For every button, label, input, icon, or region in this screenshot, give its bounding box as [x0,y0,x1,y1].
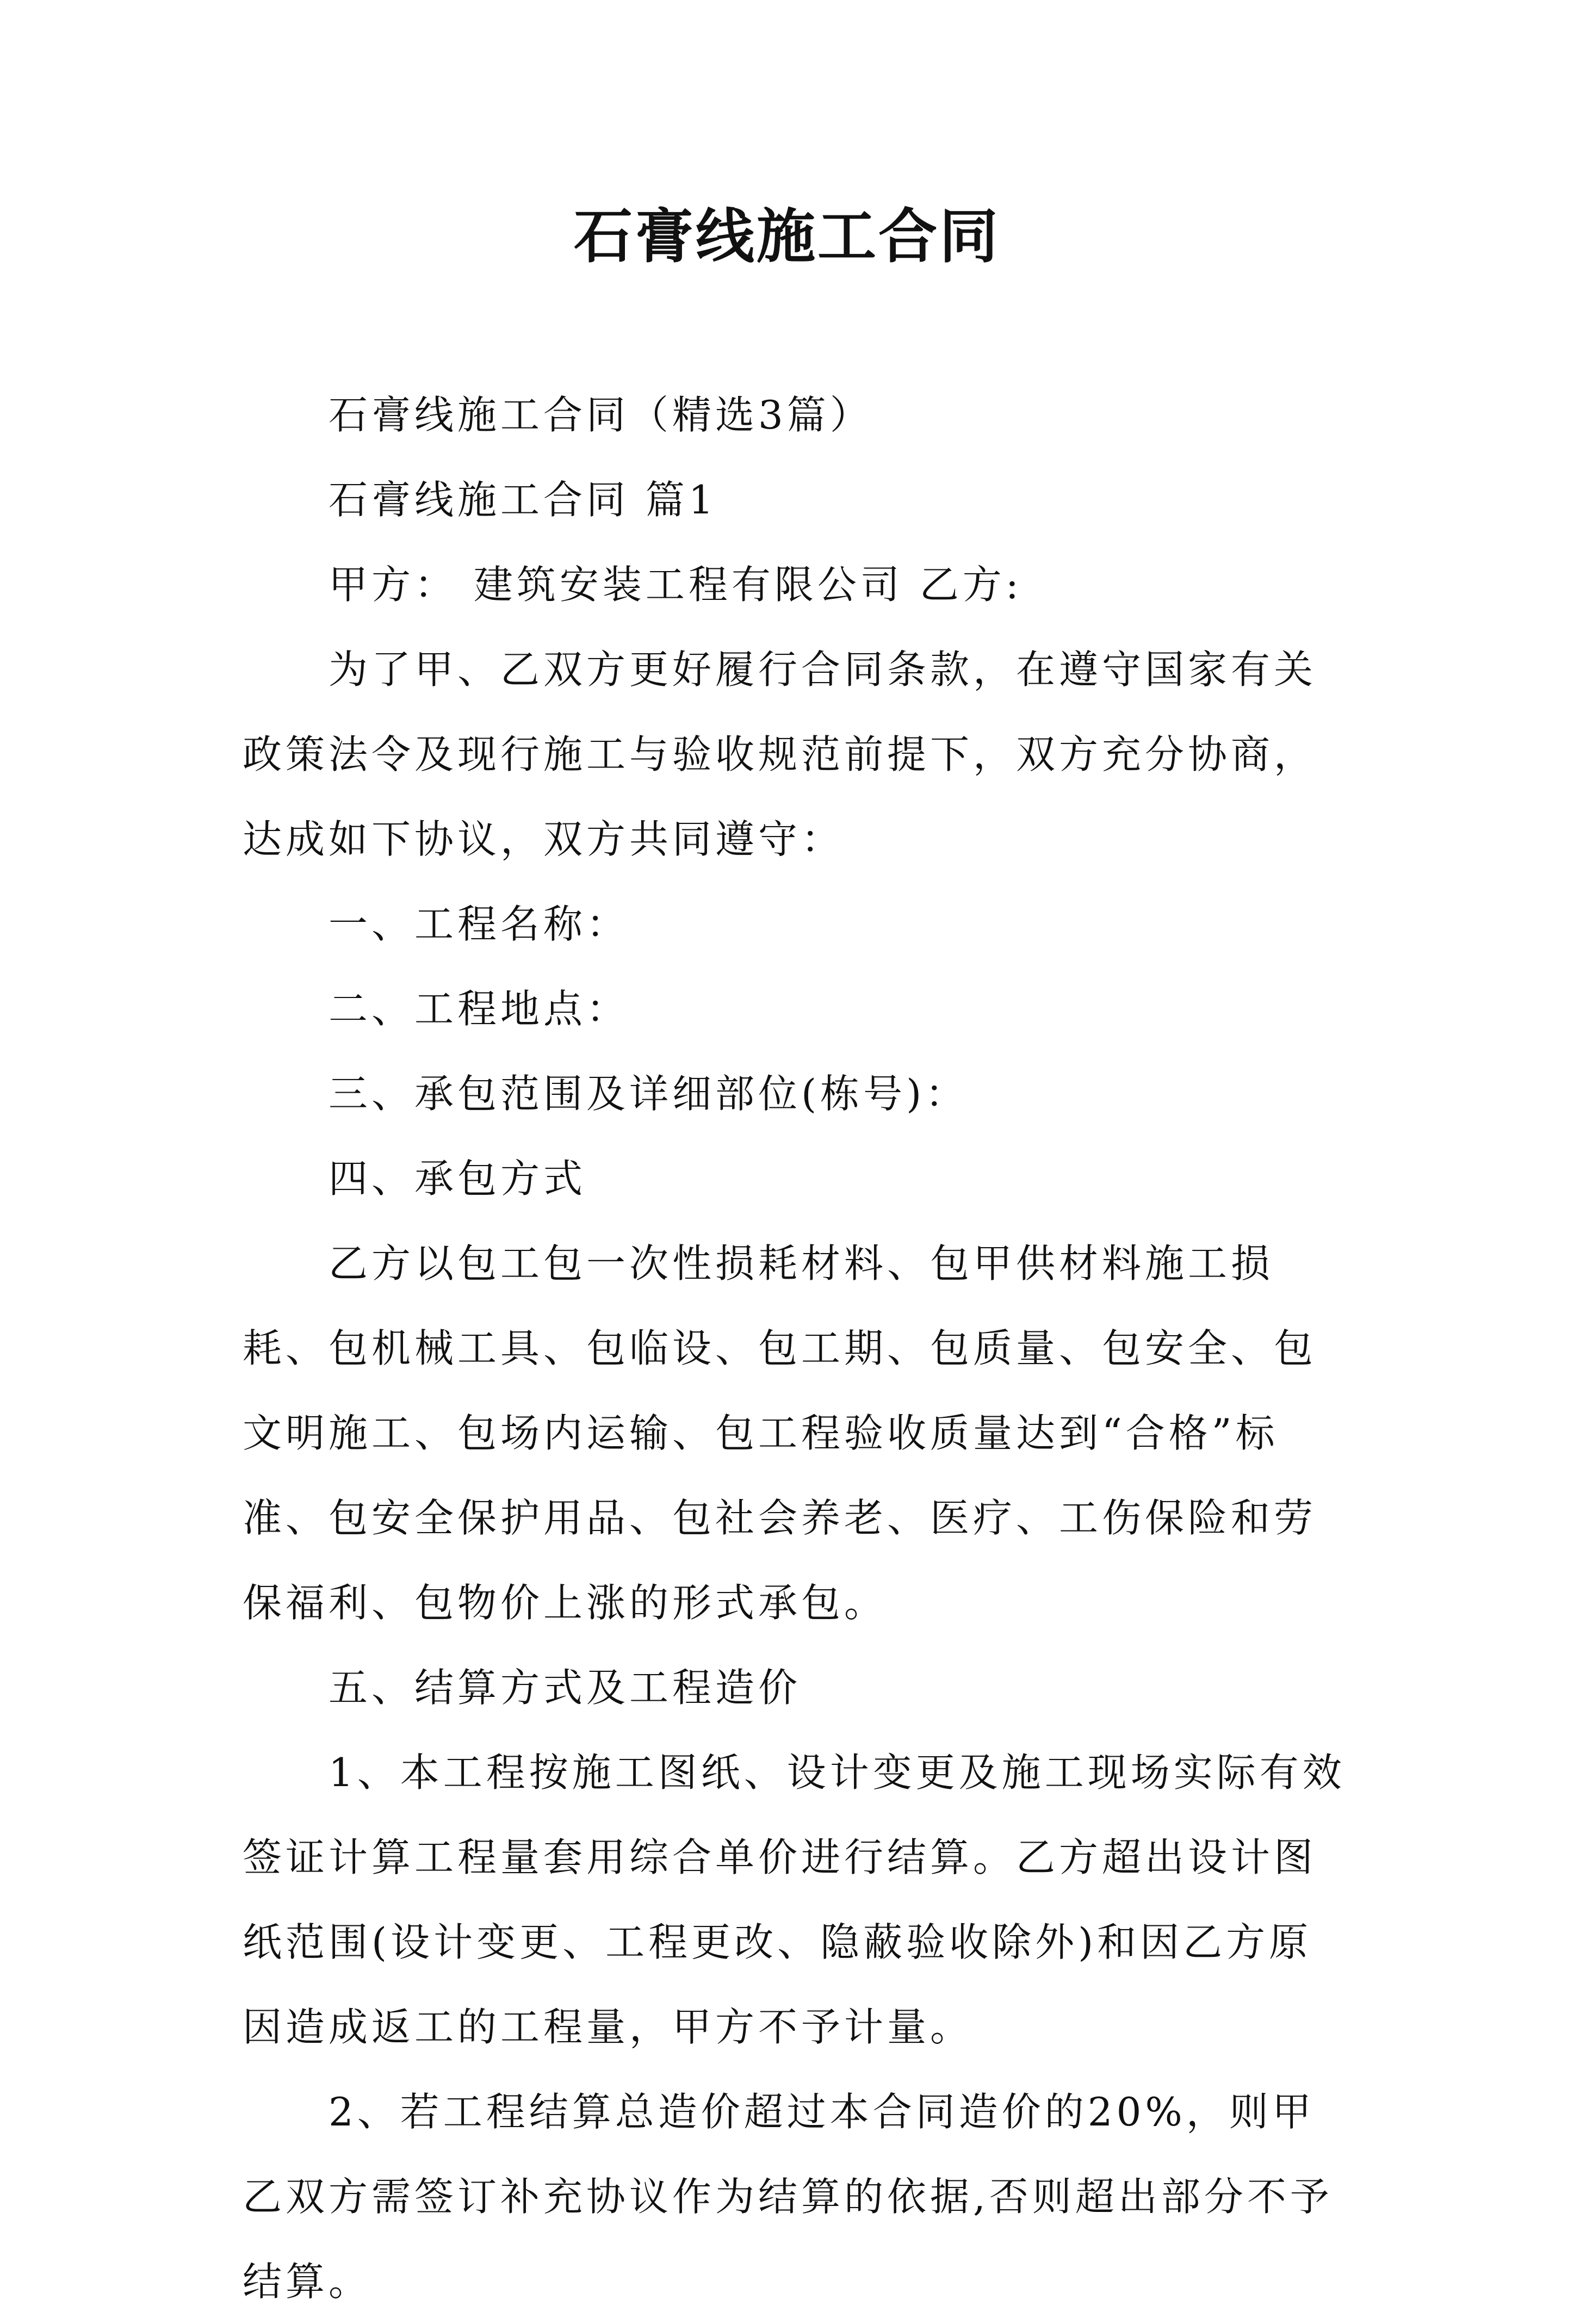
paragraph-section-heading: 石膏线施工合同 篇1 [329,477,717,523]
paragraph-preamble: 为了甲、乙双方更好履行合同条款，在遵守国家有关政策法令及现行施工与验收规范前提下，双方充分协商，达成如下协议，双方共同遵守： [243,647,1317,862]
paragraph-subtitle: 石膏线施工合同（精选3篇） [329,392,873,438]
paragraph-settlement-item-2: 2、若工程结算总造价超过本合同造价的20%，则甲乙双方需签订补充协议作为结算的依据,否则超出部分不予结算。 [243,2089,1333,2304]
document-title: 石膏线施工合同 [573,202,1000,271]
paragraph-contract-method-heading: 四、承包方式 [329,1156,587,1201]
document-body [243,373,1352,2324]
paragraph-settlement-item-1: 1、本工程按施工图纸、设计变更及施工现场实际有效签证计算工程量套用综合单价进行结算。乙方超出设计图纸范围(设计变更、工程更改、隐蔽验收除外)和因乙方原因造成返工的工程量，甲方不予计量。 [243,1750,1346,2050]
paragraph-contract-method: 乙方以包工包一次性损耗材料、包甲供材料施工损耗、包机械工具、包临设、包工期、包质量、包安全、包文明施工、包场内运输、包工程验收质量达到“合格”标准、包安全保护用品、包社会养老、医疗、工伤保险和劳保福利、包物价上涨的形式承包。 [243,1241,1317,1626]
paragraph-parties: 甲方： 建筑安装工程有限公司 乙方: [329,562,1023,608]
paragraph-contract-scope: 三、承包范围及详细部位(栋号)： [329,1071,969,1117]
paragraph-settlement-heading: 五、结算方式及工程造价 [329,1665,802,1711]
paragraph-project-location: 二、工程地点： [329,986,630,1032]
paragraph-project-name: 一、工程名称： [329,901,630,947]
